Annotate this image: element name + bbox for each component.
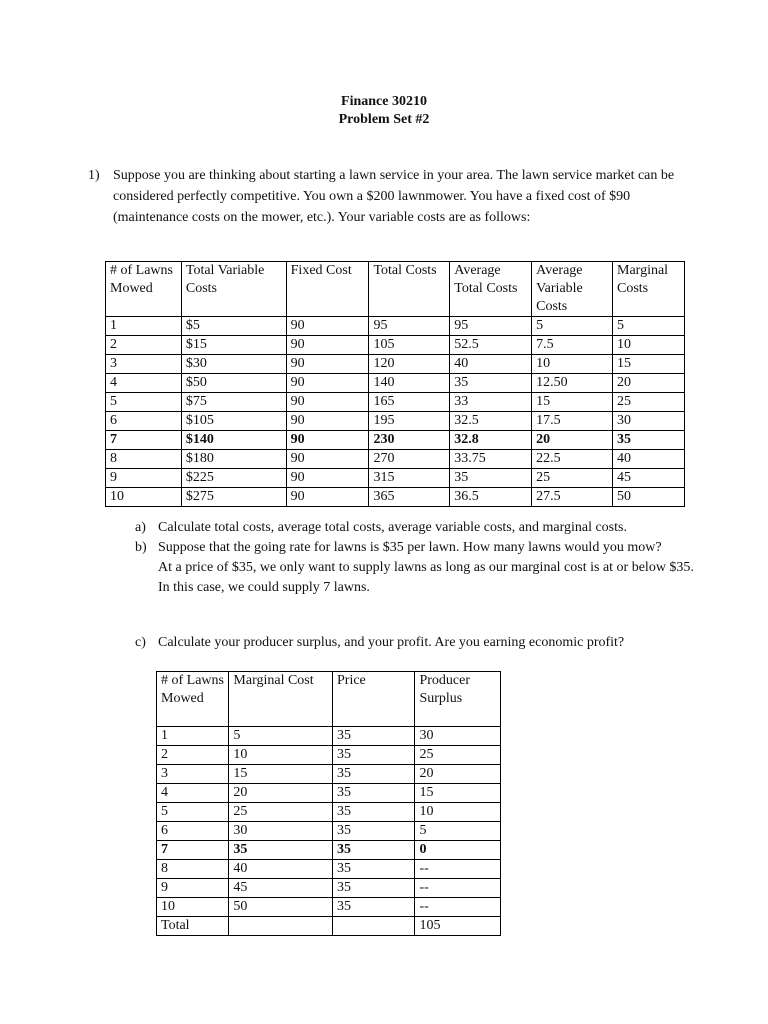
table-row xyxy=(106,412,685,431)
table-cell: $140 xyxy=(181,431,286,450)
table-cell: 33.75 xyxy=(450,450,532,469)
column-header: # of Lawns Mowed xyxy=(157,672,229,727)
table-row xyxy=(106,469,685,488)
table-cell: 15 xyxy=(415,784,501,803)
table-cell: 35 xyxy=(450,374,532,393)
table-cell: 3 xyxy=(157,765,229,784)
table-row xyxy=(106,431,685,450)
table-cell: $75 xyxy=(181,393,286,412)
table-cell: 35 xyxy=(333,803,415,822)
table-cell: 1 xyxy=(157,727,229,746)
column-header: Average Variable Costs xyxy=(532,262,613,317)
column-header: Total Costs xyxy=(369,262,450,317)
table-cell: 5 xyxy=(229,727,333,746)
table-cell: 7 xyxy=(106,431,182,450)
question-1 xyxy=(88,165,688,228)
table-cell: 32.5 xyxy=(450,412,532,431)
table-row xyxy=(106,393,685,412)
parts-ab xyxy=(135,518,695,598)
table-cell: 4 xyxy=(157,784,229,803)
table-row xyxy=(106,355,685,374)
table-cell: 10 xyxy=(229,746,333,765)
table-cell: 22.5 xyxy=(532,450,613,469)
table-cell: $225 xyxy=(181,469,286,488)
column-header: Average Total Costs xyxy=(450,262,532,317)
table-cell: 52.5 xyxy=(450,336,532,355)
table-cell: 90 xyxy=(286,393,369,412)
table-cell: 35 xyxy=(333,784,415,803)
table-cell: 5 xyxy=(106,393,182,412)
part-b xyxy=(135,538,695,598)
table-cell: 5 xyxy=(157,803,229,822)
table-cell: 2 xyxy=(157,746,229,765)
table-row xyxy=(157,727,501,746)
table-cell: 9 xyxy=(157,879,229,898)
table-cell: 10 xyxy=(613,336,685,355)
table-row xyxy=(157,803,501,822)
table-cell: 0 xyxy=(415,841,501,860)
table-cell: 15 xyxy=(229,765,333,784)
table-cell: 5 xyxy=(613,317,685,336)
table-cell: 40 xyxy=(229,860,333,879)
table-row xyxy=(157,746,501,765)
table-cell: 35 xyxy=(333,879,415,898)
table-cell: 8 xyxy=(106,450,182,469)
column-header: Fixed Cost xyxy=(286,262,369,317)
table-cell: 90 xyxy=(286,431,369,450)
table-cell: 2 xyxy=(106,336,182,355)
table-cell: 8 xyxy=(157,860,229,879)
header-row xyxy=(106,262,685,317)
table-cell: 90 xyxy=(286,469,369,488)
table-cell: 90 xyxy=(286,317,369,336)
table-cell: Total xyxy=(157,917,229,936)
table-cell: 95 xyxy=(450,317,532,336)
part-a-text: Calculate total costs, average total costs, average variable costs, and marginal costs. xyxy=(158,520,627,535)
table-cell: 35 xyxy=(229,841,333,860)
table-cell: 30 xyxy=(415,727,501,746)
part-c-text: Calculate your producer surplus, and your profit. Are you earning economic profit? xyxy=(158,635,625,650)
table-cell: 35 xyxy=(333,727,415,746)
table-cell: 35 xyxy=(333,822,415,841)
table-cell: 45 xyxy=(229,879,333,898)
table-cell: 90 xyxy=(286,412,369,431)
cost-table xyxy=(105,261,685,507)
table-cell: 10 xyxy=(157,898,229,917)
column-header: Producer Surplus xyxy=(415,672,501,727)
table-cell: 25 xyxy=(229,803,333,822)
table-cell xyxy=(229,917,333,936)
header-row xyxy=(157,672,501,727)
table-cell: 315 xyxy=(369,469,450,488)
table-cell: 33 xyxy=(450,393,532,412)
table-cell: 45 xyxy=(613,469,685,488)
column-header: # of Lawns Mowed xyxy=(106,262,182,317)
parts-c xyxy=(135,633,695,653)
part-b-text: Suppose that the going rate for lawns is $35 per lawn. How many lawns would you mow? xyxy=(158,540,662,555)
table-cell: 35 xyxy=(333,746,415,765)
table-row xyxy=(157,784,501,803)
table-cell: 20 xyxy=(613,374,685,393)
table-cell: 270 xyxy=(369,450,450,469)
table-row xyxy=(106,450,685,469)
table-cell: 20 xyxy=(415,765,501,784)
table-cell: 35 xyxy=(613,431,685,450)
table-cell: 10 xyxy=(415,803,501,822)
table-cell: -- xyxy=(415,898,501,917)
table-cell: 7 xyxy=(157,841,229,860)
table-row xyxy=(157,765,501,784)
table-cell: -- xyxy=(415,879,501,898)
table-row xyxy=(157,822,501,841)
table-cell: 30 xyxy=(613,412,685,431)
table-cell: 230 xyxy=(369,431,450,450)
table-cell: 3 xyxy=(106,355,182,374)
table-cell: $180 xyxy=(181,450,286,469)
table-cell: 40 xyxy=(613,450,685,469)
table-cell: 9 xyxy=(106,469,182,488)
table-row xyxy=(106,336,685,355)
table-cell: 12.50 xyxy=(532,374,613,393)
part-c-letter: c) xyxy=(135,635,146,650)
table-cell: 20 xyxy=(229,784,333,803)
table-cell: 120 xyxy=(369,355,450,374)
table-cell: 95 xyxy=(369,317,450,336)
table-cell: 7.5 xyxy=(532,336,613,355)
table-cell: 10 xyxy=(106,488,182,507)
column-header: Price xyxy=(333,672,415,727)
table-cell: 50 xyxy=(229,898,333,917)
table-cell: 25 xyxy=(532,469,613,488)
table-cell: -- xyxy=(415,860,501,879)
table-cell: 90 xyxy=(286,374,369,393)
table-cell: 17.5 xyxy=(532,412,613,431)
table-cell: 50 xyxy=(613,488,685,507)
table-cell xyxy=(333,917,415,936)
table-row xyxy=(157,860,501,879)
table-row xyxy=(157,841,501,860)
table-cell: 20 xyxy=(532,431,613,450)
table-cell: 140 xyxy=(369,374,450,393)
table-row xyxy=(157,898,501,917)
column-header: Marginal Cost xyxy=(229,672,333,727)
course-title: Finance 30210 xyxy=(341,94,427,109)
table-row xyxy=(157,917,501,936)
table-cell: $105 xyxy=(181,412,286,431)
table-cell: 195 xyxy=(369,412,450,431)
table-cell: 35 xyxy=(450,469,532,488)
part-b-answer: At a price of $35, we only want to supply lawns as long as our marginal cost is at or below $35. In this case, we could supply 7 lawns. xyxy=(158,560,694,595)
table-cell: 90 xyxy=(286,450,369,469)
table-cell: 40 xyxy=(450,355,532,374)
table-row xyxy=(157,879,501,898)
table-cell: 165 xyxy=(369,393,450,412)
table-cell: 35 xyxy=(333,860,415,879)
table-cell: $50 xyxy=(181,374,286,393)
table-cell: 105 xyxy=(415,917,501,936)
question-text: Suppose you are thinking about starting a lawn service in your area. The lawn service market can be considered perfectly competitive. You own a $200 lawnmower. You have a fixed cost of $90 (maintenance costs on the mower, etc.). Your variable costs are as follows: xyxy=(113,168,675,225)
table-cell: 25 xyxy=(613,393,685,412)
problem-set-title: Problem Set #2 xyxy=(338,112,430,127)
table-cell: 90 xyxy=(286,488,369,507)
part-a xyxy=(135,518,695,538)
table-cell: 35 xyxy=(333,841,415,860)
surplus-table xyxy=(156,671,501,936)
part-b-letter: b) xyxy=(135,540,147,555)
table-cell: $30 xyxy=(181,355,286,374)
table-cell: 35 xyxy=(333,765,415,784)
table-cell: 25 xyxy=(415,746,501,765)
table-cell: 105 xyxy=(369,336,450,355)
table-cell: $5 xyxy=(181,317,286,336)
table-cell: 15 xyxy=(613,355,685,374)
document-header xyxy=(0,93,768,129)
table-cell: $275 xyxy=(181,488,286,507)
column-header: Total Variable Costs xyxy=(181,262,286,317)
table-cell: 32.8 xyxy=(450,431,532,450)
table-cell: 4 xyxy=(106,374,182,393)
table-cell: $15 xyxy=(181,336,286,355)
part-c xyxy=(135,633,695,653)
table-cell: 90 xyxy=(286,336,369,355)
table-cell: 35 xyxy=(333,898,415,917)
table-cell: 36.5 xyxy=(450,488,532,507)
table-cell: 90 xyxy=(286,355,369,374)
table-cell: 5 xyxy=(415,822,501,841)
part-a-letter: a) xyxy=(135,520,146,535)
table-cell: 365 xyxy=(369,488,450,507)
table-row xyxy=(106,317,685,336)
table-cell: 30 xyxy=(229,822,333,841)
column-header: Marginal Costs xyxy=(613,262,685,317)
table-cell: 6 xyxy=(106,412,182,431)
table-cell: 6 xyxy=(157,822,229,841)
table-row xyxy=(106,374,685,393)
table-cell: 1 xyxy=(106,317,182,336)
table-cell: 5 xyxy=(532,317,613,336)
table-cell: 27.5 xyxy=(532,488,613,507)
table-row xyxy=(106,488,685,507)
question-number: 1) xyxy=(88,168,100,183)
table-cell: 15 xyxy=(532,393,613,412)
table-cell: 10 xyxy=(532,355,613,374)
